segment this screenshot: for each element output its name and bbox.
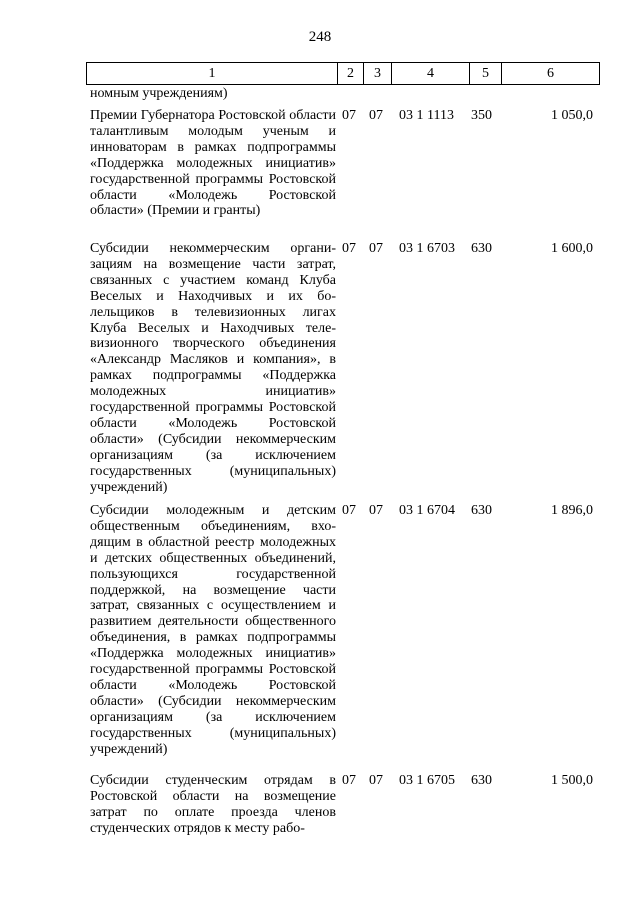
row-amount: 1 896,0 [551, 503, 593, 518]
column-header-2: 2 [338, 63, 364, 85]
column-header-1: 1 [87, 63, 338, 85]
row-target-article-code: 03 1 6704 [399, 503, 455, 518]
row-expense-type-code: 350 [471, 108, 492, 123]
row-description: Субсидии некоммерческим организациям на возмещение части затрат, связанных с участием команд Клуба Веселых и Находчивых и их болельщиков в телевизионных лигах Клуба Веселых и Находчивых телевизионного творческого объединения «Александр Масляков и компания», в рамках подпрограммы «Поддержка молодежных инициатив» государственной программы Ростовской области «Молодежь Ростовской области» (Субсидии некоммерческим организациям (за исключением государственных (муниципальных) учреждений) [90, 241, 336, 495]
row-subsection-code: 07 [369, 241, 383, 256]
row-target-article-code: 03 1 6703 [399, 241, 455, 256]
column-header-5: 5 [470, 63, 502, 85]
row-amount: 1 500,0 [551, 773, 593, 788]
row-expense-type-code: 630 [471, 503, 492, 518]
page-number: 248 [308, 29, 332, 45]
row-subsection-code: 07 [369, 503, 383, 518]
row-section-code: 07 [342, 241, 356, 256]
row-section-code: 07 [342, 773, 356, 788]
column-header-row [86, 62, 600, 85]
column-header-3: 3 [364, 63, 392, 85]
row-description: Премии Губернатора Ростовской области талантливым молодым ученым и инноваторам в рамках подпрограммы «Поддержка молодежных инициатив» государственной программы Ростовской области «Молодежь Ростовской области» (Премии и гранты) [90, 108, 336, 219]
row-subsection-code: 07 [369, 773, 383, 788]
row-target-article-code: 03 1 1113 [399, 108, 454, 123]
row-expense-type-code: 630 [471, 773, 492, 788]
row-subsection-code: 07 [369, 108, 383, 123]
column-header-6: 6 [502, 63, 600, 85]
row-amount: 1 600,0 [551, 241, 593, 256]
row-description: Субсидии студенческим отрядам в Ростовской области на возмещение затрат по оплате проезда членов студенческих отрядов к месту рабо- [90, 773, 336, 836]
continuation-text: номным учреждениям) [90, 86, 228, 101]
row-section-code: 07 [342, 503, 356, 518]
row-section-code: 07 [342, 108, 356, 123]
column-header-4: 4 [392, 63, 470, 85]
row-target-article-code: 03 1 6705 [399, 773, 455, 788]
row-description: Субсидии молодежным и детским общественным объединениям, входящим в областной реестр молодежных и детских общественных объединений, пользующихся государственной поддержкой, на возмещение части затрат, связанных с осуществлением и развитием деятельности общественного объединения, в рамках подпрограммы «Поддержка молодежных инициатив» государственной программы Ростовской области «Молодежь Ростовской области» (Субсидии некоммерческим организациям (за исключением государственных (муниципальных) учреждений) [90, 503, 336, 757]
row-expense-type-code: 630 [471, 241, 492, 256]
row-amount: 1 050,0 [551, 108, 593, 123]
